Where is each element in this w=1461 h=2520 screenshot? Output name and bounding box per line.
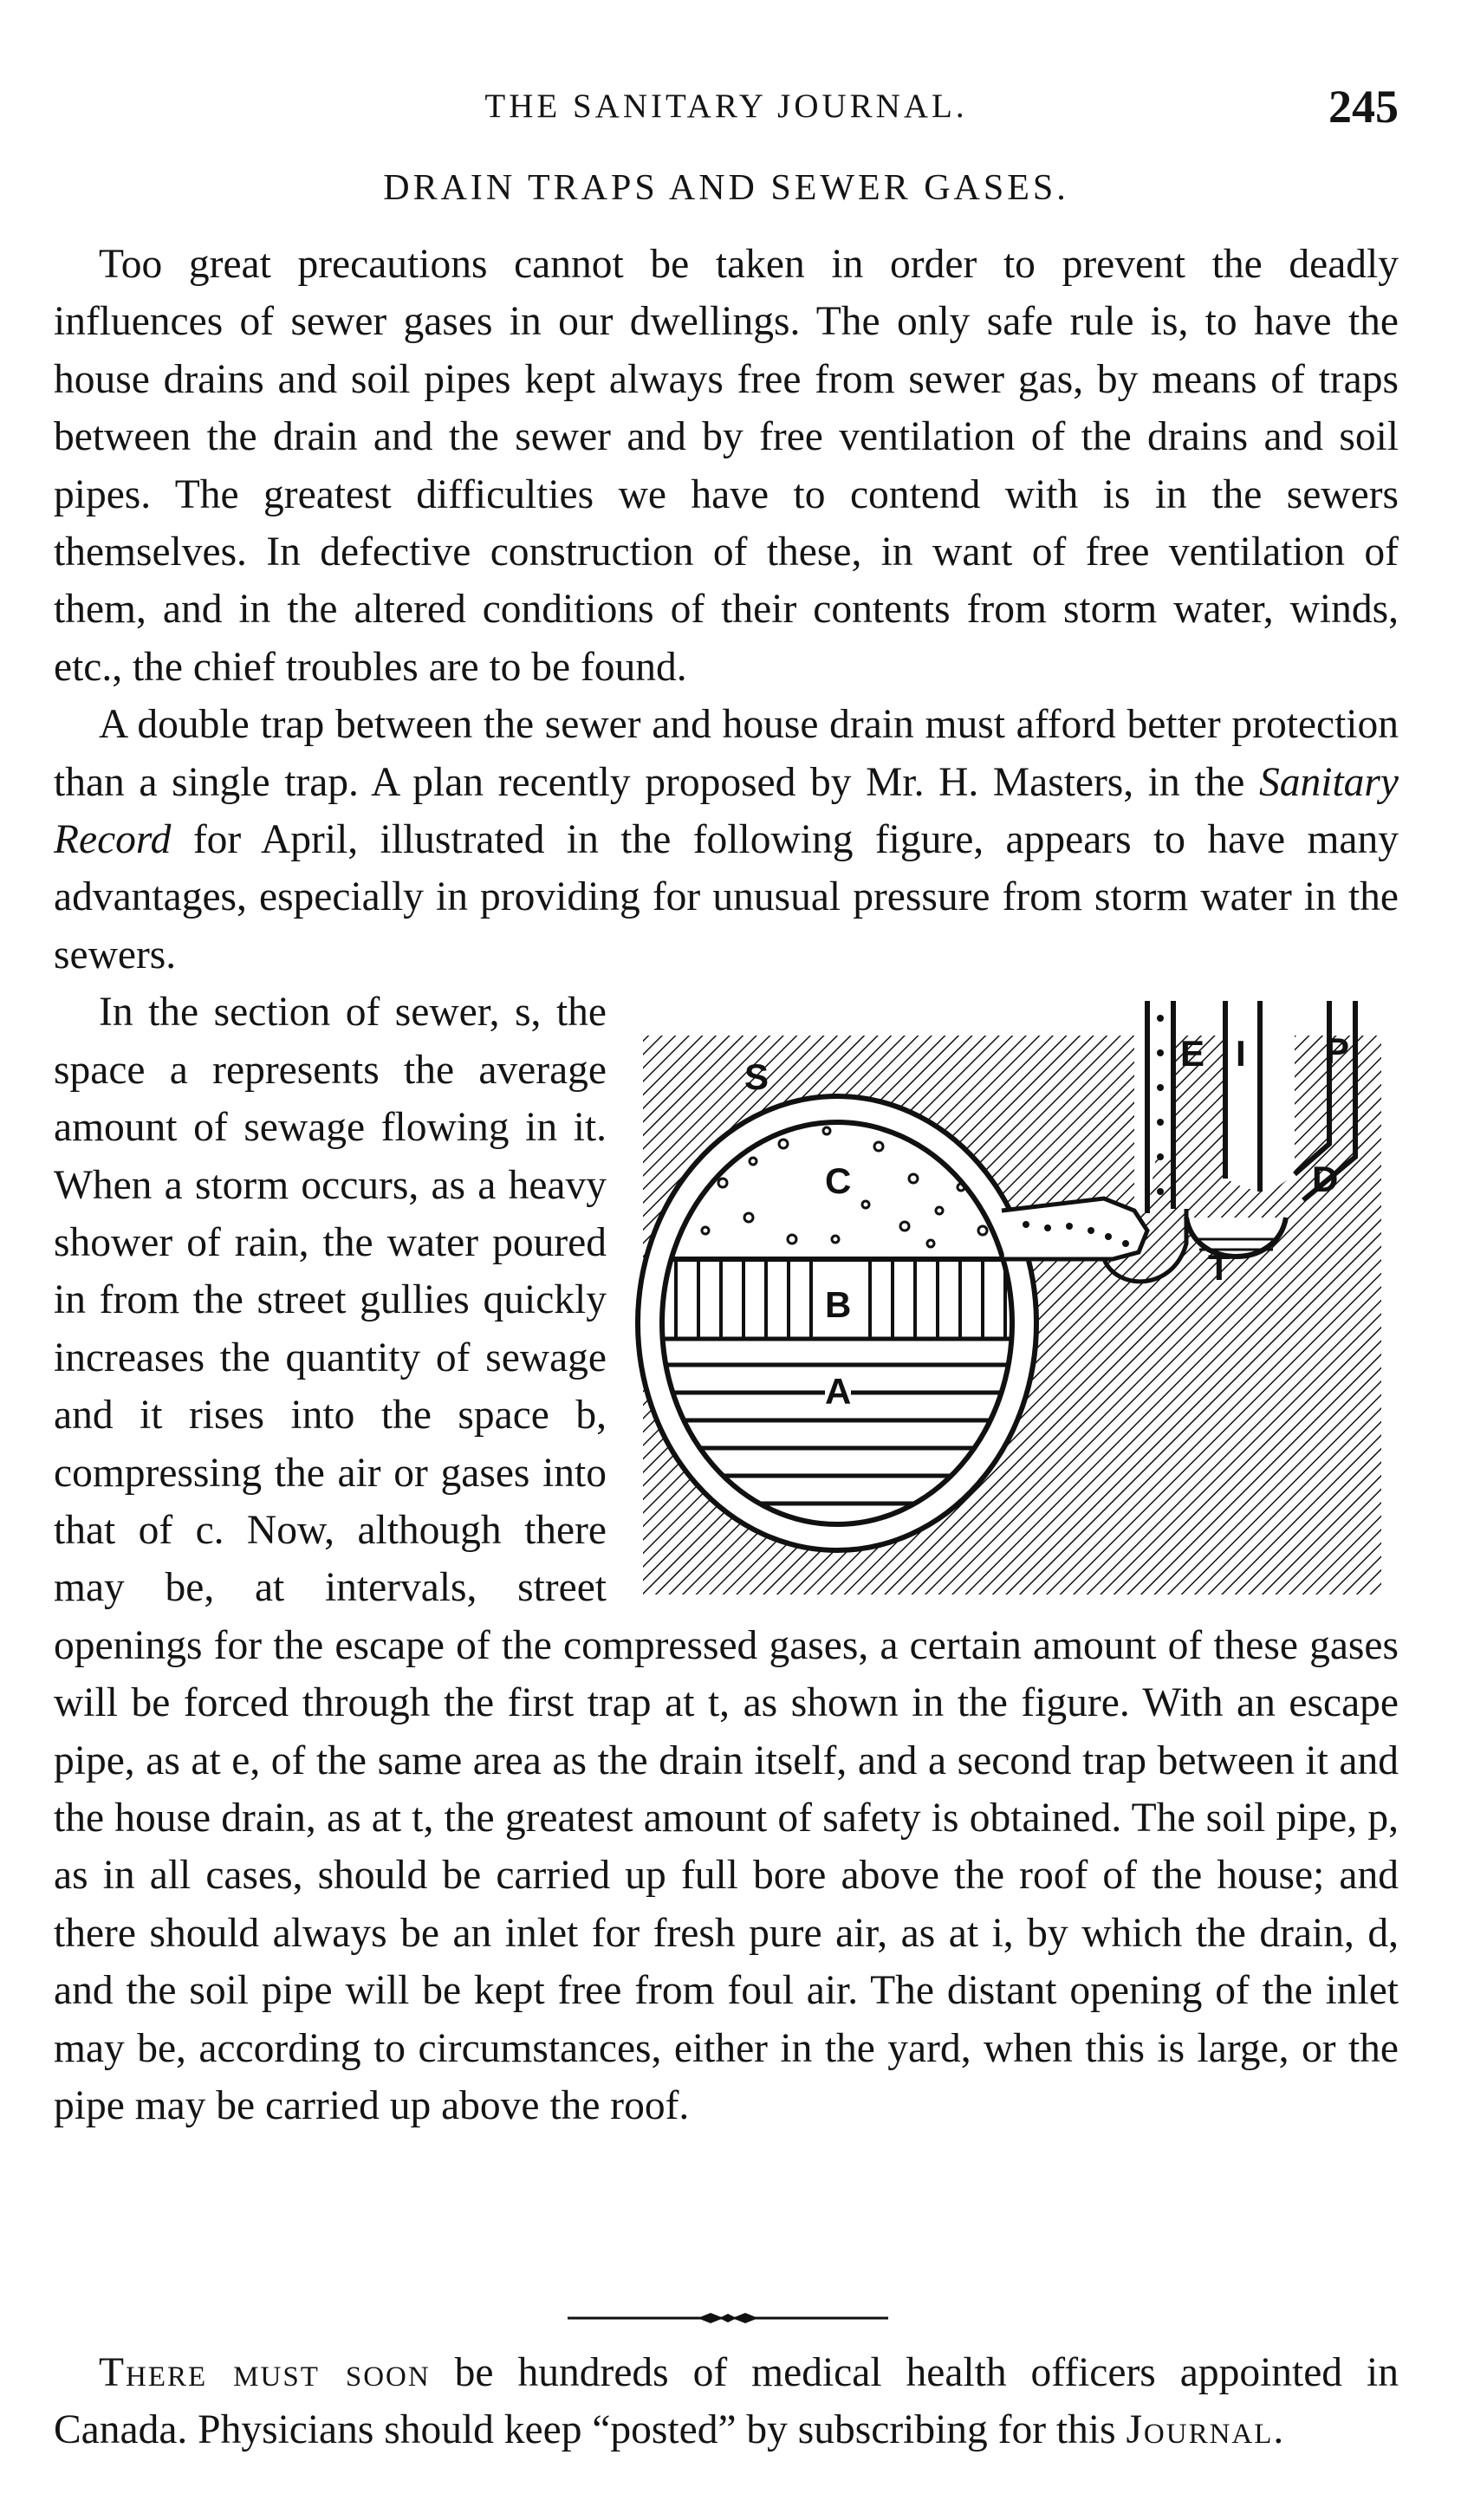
label-sewage: A (825, 1371, 852, 1413)
publication-title: Sanitary Record (54, 759, 1399, 863)
article-body (54, 236, 1399, 2134)
label-storm-space: B (825, 1284, 852, 1326)
notice-paragraph (54, 2344, 1399, 2458)
paragraph-3: In the section of sewer, s, the space a represents the average amount of sewage flowing in it. When a storm occurs, as a heavy shower of rain, the water poured in from the street gullies quickly increases the quantity of sewage and it rises into the space b, compressing the air or gases into that of c. Now, although there may be, at intervals, street openings for the escape of the compressed gases, a certain amount of these gases will be forced through the first trap at t, as shown in the figure. With an escape pipe, as at e, of the same area as the drain itself, and a second trap between it and the house drain, as at t, the greatest amount of safety is obtained. The soil pipe, p, as in all cases, should be carried up full bore above the roof of the house; and there should always be an inlet for fresh pure air, as at i, by which the drain, d, and the soil pipe will be kept free from foul air. The distant opening of the inlet may be, according to circumstances, either in the yard, when this is large, or the pipe may be carried up above the roof. (54, 990, 1399, 2128)
notice-journal: Journal. (1126, 2407, 1286, 2452)
running-head (54, 80, 1399, 132)
label-escape-pipe: E (1180, 1033, 1205, 1075)
running-title: THE SANITARY JOURNAL. (484, 88, 968, 125)
label-gas-space: C (825, 1160, 852, 1202)
drain-trap-figure (619, 984, 1399, 1594)
paragraph-2-text: A double trap between the sewer and house drain must afford better protection than a single trap. A plan recently proposed by Mr. H. Masters, in the (54, 702, 1399, 805)
label-soil-pipe: P (1325, 1030, 1350, 1072)
notice-lead: There must soon (99, 2350, 431, 2395)
paragraph-2-text-end: for April, illustrated in the following figure, appears to have many advantages, especially in providing for unusual pressure from storm water in the sewers. (54, 817, 1399, 977)
inlet-pipe (1225, 1001, 1260, 1192)
subscription-notice (54, 2344, 1399, 2458)
section-divider (568, 2309, 888, 2327)
paragraph-2 (54, 696, 1399, 984)
page-number: 245 (1328, 81, 1399, 133)
label-inlet: I (1236, 1033, 1246, 1075)
label-drain: D (1312, 1159, 1339, 1200)
label-trap: T (1208, 1247, 1230, 1289)
label-sewer: S (744, 1056, 769, 1098)
notice-text: be hundreds of medical health officers appointed in Canada. Physicians should keep “posted” by subscribing for this (54, 2350, 1399, 2452)
article-title: DRAIN TRAPS AND SEWER GASES. (383, 168, 1069, 208)
drain-connection (1002, 1198, 1147, 1259)
paragraph-1: Too great precautions cannot be taken in order to prevent the deadly influences of sewer gases in our dwellings. The only safe rule is, to have the house drains and soil pipes kept always free from sewer gas, by means of traps between the drain and the sewer and by free ventilation of the drains and soil pipes. The greatest difficulties we have to contend with is in the sewers themselves. In defective construction of these, in want of free ventilation of them, and in the altered conditions of their contents from storm water, winds, etc., the chief troubles are to be found. (54, 242, 1399, 690)
drain-trap-diagram (619, 984, 1399, 1594)
